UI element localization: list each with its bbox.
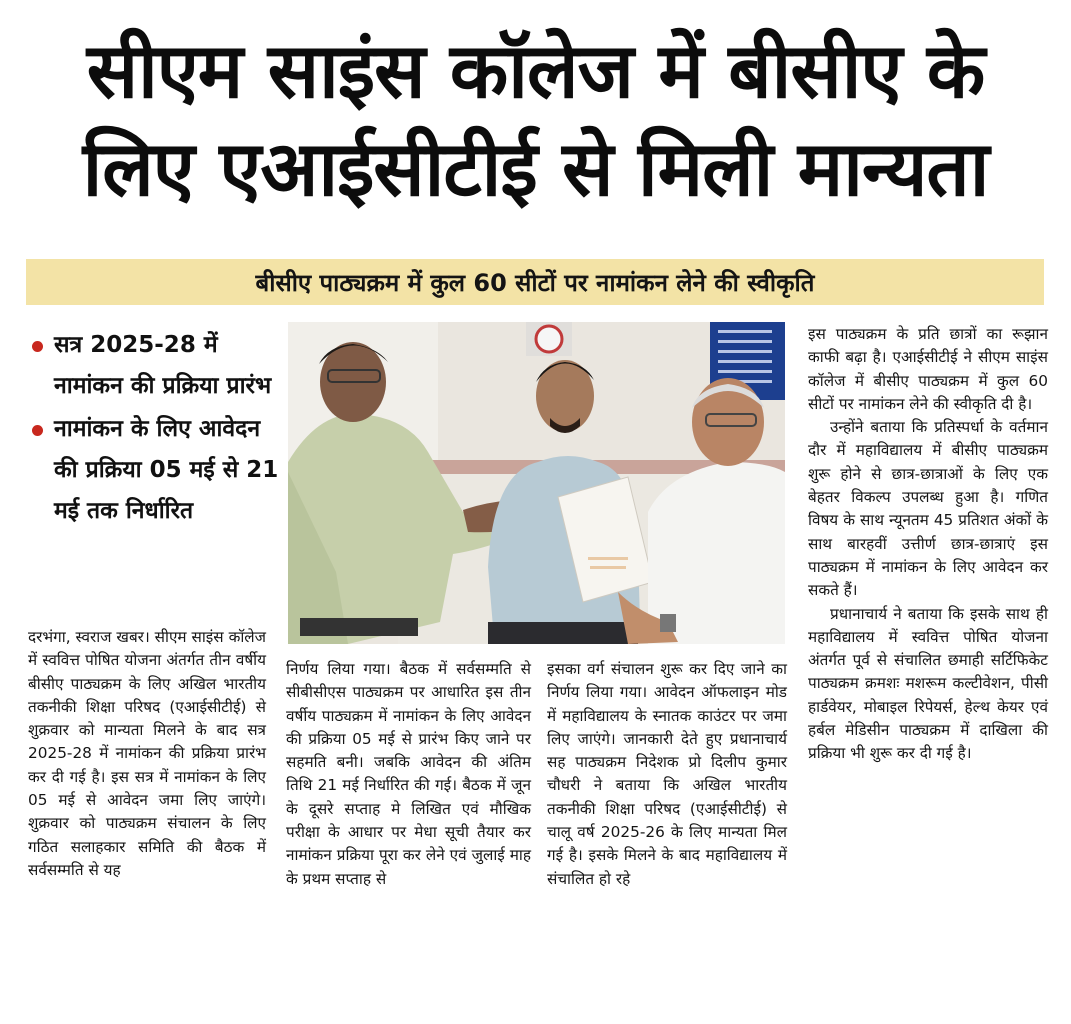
- highlight-text: सत्र 2025-28 में नामांकन की प्रक्रिया प्रारंभ: [54, 332, 272, 399]
- photo-illustration: [288, 322, 785, 644]
- highlight-item: [28, 409, 283, 532]
- headline-line-1: सीएम साइंस कॉलेज में बीसीए के: [86, 26, 985, 115]
- headline-line-2: लिए एआईसीटीई से मिली मान्यता: [82, 124, 989, 213]
- subheadline-bar: [26, 259, 1044, 305]
- subheadline: बीसीए पाठ्यक्रम में कुल 60 सीटों पर नामांकन लेने की स्वीकृति: [255, 268, 815, 297]
- article-column-3: [547, 658, 787, 891]
- news-photo: [288, 322, 785, 644]
- article-paragraph: निर्णय लिया गया। बैठक में सर्वसम्मति से सीबीसीएस पाठ्यक्रम पर आधारित इस तीन वर्षीय पाठ्यक्रम में नामांकन के लिए आवेदन की प्रक्रिया 05 मई से प्रारंभ किए जाने पर सहमति बनी। जबकि आवेदन की अंतिम तिथि 21 मई निर्धारित की गई। बैठक में जून के दूसरे सप्ताह मे लिखित एवं मौखिक परीक्षा के आधार पर मेधा सूची तैयार कर नामांकन प्रक्रिया पूरा कर लेने एवं जुलाई माह के प्रथम सप्ताह से: [286, 660, 531, 888]
- article-column-4: [808, 323, 1048, 766]
- article-paragraph: प्रधानाचार्य ने बताया कि इसके साथ ही महाविद्यालय में स्ववित्त पोषित योजना अंतर्गत पूर्व से संचालित छमाही सर्टिफिकेट पाठ्यक्रम क्रमशः मशरूम कल्टीवेशन, पीसी हार्डवेयर, मोबाइल रिपेयर्स, हेल्थ केयर एवं हर्बल मेडिसीन पाठ्यक्रम में दाखिला की प्रक्रिया भी शुरू कर दी गई है।: [808, 604, 1048, 763]
- article-paragraph: उन्होंने बताया कि प्रतिस्पर्धा के वर्तमान दौर में महाविद्यालय में बीसीए पाठ्यक्रम शुरू होने से छात्र-छात्राओं के लिए एक बेहतर विकल्प उपलब्ध हुआ है। गणित विषय के साथ न्यूनतम 45 प्रतिशत अंकों के साथ बारहवीं उत्तीर्ण छात्र-छात्राएं इस पाठ्यक्रम में नामांकन के लिए आवेदन कर सकते हैं।: [808, 418, 1048, 600]
- bullet-icon: [32, 425, 43, 436]
- article-paragraph: दरभंगा, स्वराज खबर। सीएम साइंस कॉलेज में स्ववित्त पोषित योजना अंतर्गत तीन वर्षीय बीसीए पाठ्यक्रम के लिए अखिल भारतीय तकनीकी शिक्षा परिषद (एआईसीटीई) से शुक्रवार को मान्यता मिलने के बाद सत्र 2025-28 में नामांकन की प्रक्रिया प्रारंभ कर दी गई है। इस सत्र में नामांकन के लिए 05 मई से आवेदन जमा लिए जाएंगे। शुक्रवार को पाठ्यक्रम संचालन के लिए गठित सलाहकार समिति की बैठक में सर्वसम्मति से यह: [28, 628, 266, 879]
- article-paragraph: इसका वर्ग संचालन शुरू कर दिए जाने का निर्णय लिया गया। आवेदन ऑफलाइन मोड में महाविद्यालय के स्नातक काउंटर पर जमा लिए जाएंगे। जानकारी देते हुए प्रधानाचार्य सह पाठ्यक्रम निदेशक प्रो दिलीप कुमार चौधरी ने बताया कि अखिल भारतीय तकनीकी शिक्षा परिषद (एआईसीटीई) से चालू वर्ष 2025-26 के लिए मान्यता मिल गई है। इसके मिलने के बाद महाविद्यालय में संचालित हो रहे: [547, 660, 787, 888]
- article-column-2: [286, 658, 531, 891]
- highlight-text: नामांकन के लिए आवेदन की प्रक्रिया 05 मई से 21 मई तक निर्धारित: [54, 416, 279, 524]
- highlight-item: [28, 325, 283, 407]
- article-paragraph: इस पाठ्यक्रम के प्रति छात्रों का रूझान काफी बढ़ा है। एआईसीटीई ने सीएम साइंस कॉलेज में बीसीए पाठ्यक्रम में कुल 60 सीटों पर नामांकन लेने की स्वीकृति दी है।: [808, 325, 1048, 413]
- highlights-box: [28, 325, 283, 534]
- article-column-1: [28, 626, 266, 882]
- bullet-icon: [32, 341, 43, 352]
- headline: [20, 22, 1051, 218]
